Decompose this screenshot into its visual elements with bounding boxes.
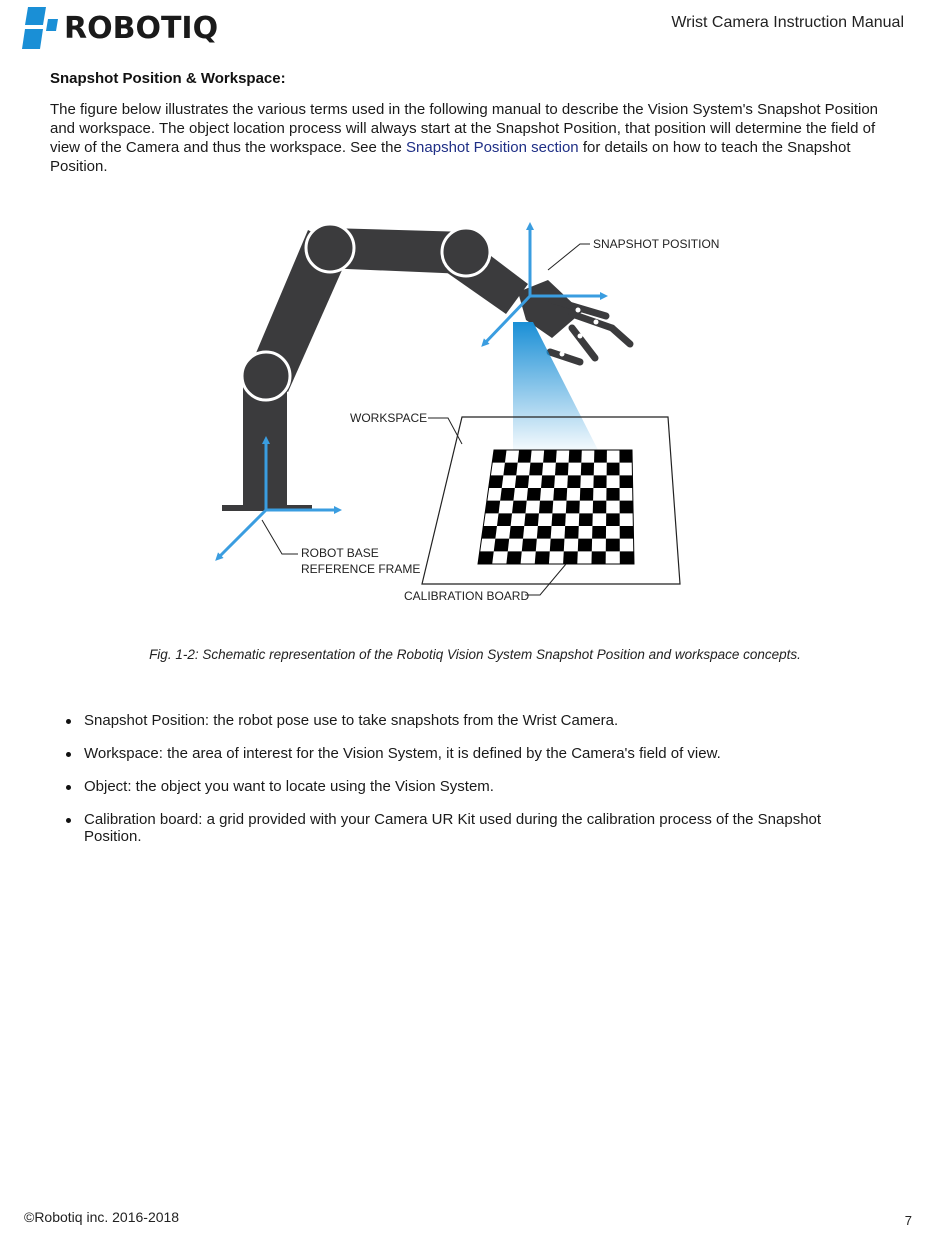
checkerboard-cell — [578, 539, 592, 552]
checkerboard-cell — [564, 526, 578, 539]
bullet-icon — [66, 818, 71, 823]
checkerboard-cell — [566, 501, 580, 514]
checkerboard-cell — [541, 475, 555, 488]
checkerboard-cell — [482, 526, 497, 539]
checkerboard-cell — [620, 551, 634, 564]
bullet-text: Object: the object you want to locate using the Vision System. — [84, 778, 494, 795]
label-reference-frame: REFERENCE FRAME — [301, 562, 421, 576]
footer-copyright: ©Robotiq inc. 2016-2018 — [24, 1209, 180, 1225]
intro-text-2: for details on how to teach the Snapshot Position. — [50, 139, 851, 175]
checkerboard-cell — [515, 475, 529, 488]
checkerboard-cell — [620, 501, 633, 514]
checkerboard-cell — [494, 539, 509, 552]
checkerboard-cell — [620, 475, 633, 488]
page-number: 7 — [904, 1213, 912, 1228]
checkerboard-cell — [529, 463, 543, 476]
label-workspace: WORKSPACE — [350, 411, 428, 425]
checkerboard-cell — [489, 475, 504, 488]
robot-joint-elbow — [442, 228, 490, 276]
logo-text: ROBOTIQ — [64, 10, 219, 46]
bullet-icon — [66, 719, 71, 724]
bullet-text: Workspace: the area of interest for the Vision System, it is defined by the Camera's field of view. — [84, 745, 721, 762]
bullet-icon — [66, 752, 71, 757]
checkerboard-cell — [500, 488, 515, 501]
bullet-text: Calibration board: a grid provided with your Camera UR Kit used during the calibration process of the Snapshot Position. — [84, 811, 822, 845]
snapshot-position-link[interactable]: Snapshot Position section — [406, 139, 579, 156]
checkerboard-cell — [606, 539, 620, 552]
checkerboard-cell — [593, 501, 607, 514]
checkerboard-cell — [581, 463, 594, 476]
checkerboard-cell — [567, 475, 581, 488]
checkerboard-cell — [550, 539, 565, 552]
checkerboard-cell — [506, 551, 521, 564]
checkerboard-cell — [606, 513, 620, 526]
robot-joint-shoulder — [306, 224, 354, 272]
checkerboard-cell — [592, 526, 606, 539]
list-item — [66, 811, 866, 845]
checkerboard-cell — [569, 450, 582, 463]
checkerboard-cell — [503, 463, 517, 476]
label-robot-base: ROBOT BASE — [301, 546, 379, 560]
checkerboard-cell — [579, 513, 593, 526]
checkerboard-cell — [552, 513, 566, 526]
checkerboard-cell — [553, 488, 567, 501]
checkerboard-cell — [591, 551, 605, 564]
checkerboard-cell — [492, 450, 506, 463]
list-item — [66, 712, 866, 729]
checkerboard-cell — [555, 463, 569, 476]
checkerboard-cell — [522, 539, 537, 552]
checkerboard-cell — [527, 488, 541, 501]
checkerboard-cell — [620, 526, 634, 539]
checkerboard-cell — [607, 463, 620, 476]
document-title: Wrist Camera Instruction Manual — [671, 14, 904, 31]
list-item — [66, 745, 866, 762]
bullet-icon — [66, 785, 71, 790]
checkerboard-cell — [619, 450, 632, 463]
checkerboard-cell — [543, 450, 557, 463]
label-snapshot-position: SNAPSHOT POSITION — [593, 237, 720, 251]
checkerboard-cell — [563, 551, 578, 564]
checkerboard-cell — [594, 450, 607, 463]
calibration-board — [478, 450, 634, 564]
checkerboard-cell — [518, 450, 532, 463]
figure-caption: Fig. 1-2: Schematic representation of the Robotiq Vision System Snapshot Position and workspace concepts. — [149, 647, 801, 662]
checkerboard-cell — [539, 501, 553, 514]
label-calibration-board: CALIBRATION BOARD — [404, 589, 530, 603]
checkerboard-cell — [524, 513, 539, 526]
section-heading: Snapshot Position & Workspace: — [50, 70, 286, 87]
bullet-text: Snapshot Position: the robot pose use to take snapshots from the Wrist Camera. — [84, 712, 619, 729]
checkerboard-cell — [512, 501, 527, 514]
checkerboard-cell — [606, 488, 619, 501]
robotiq-logo-icon — [22, 5, 62, 51]
intro-paragraph — [50, 100, 890, 176]
robotiq-logo — [22, 4, 222, 52]
checkerboard-cell — [478, 551, 494, 564]
definition-list — [66, 712, 866, 861]
intro-text-1: The figure below illustrates the various terms used in the following manual to describe the Vision System's Snapshot Position and workspace. The object location process will always start at the Snapshot Position, that position will determine the field of view of the Camera and thus the workspace. See the — [50, 101, 879, 156]
checkerboard-cell — [497, 513, 512, 526]
robot-joint-base — [242, 352, 290, 400]
checkerboard-cell — [537, 526, 552, 539]
checkerboard-cell — [485, 501, 500, 514]
checkerboard-cell — [509, 526, 524, 539]
checkerboard-cell — [535, 551, 550, 564]
list-item — [66, 778, 866, 795]
checkerboard-cell — [580, 488, 594, 501]
snapshot-workspace-figure — [200, 212, 740, 612]
checkerboard-cell — [593, 475, 606, 488]
